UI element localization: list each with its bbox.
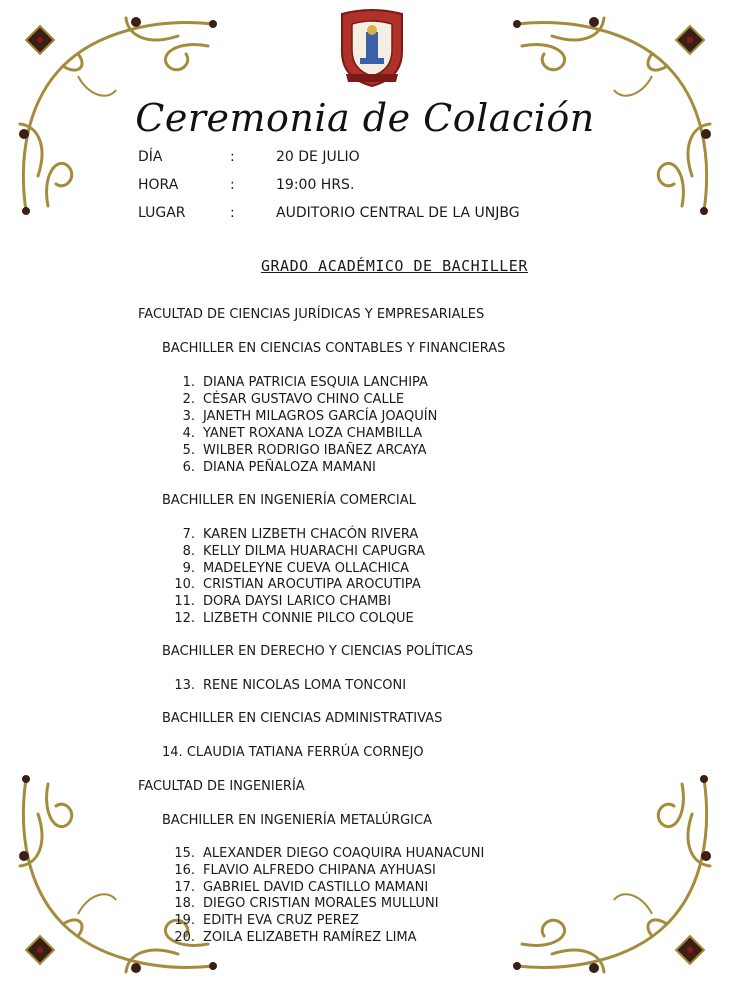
student-number: 19.: [174, 913, 195, 928]
info-separator: :: [230, 149, 235, 165]
info-value: 20 DE JULIO: [276, 149, 360, 165]
student-name: JANETH MILAGROS GARCÍA JOAQUÍN: [203, 409, 438, 424]
ornament-icon: [507, 769, 722, 984]
student-row: [162, 745, 424, 760]
student-name: KELLY DILMA HUARACHI CAPUGRA: [203, 544, 425, 559]
program-heading: BACHILLER EN INGENIERÍA METALÚRGICA: [162, 813, 432, 828]
info-label: HORA: [138, 177, 179, 193]
program-heading: BACHILLER EN CIENCIAS ADMINISTRATIVAS: [162, 711, 443, 726]
student-number: 9.: [182, 561, 195, 576]
student-number: 5.: [182, 443, 195, 458]
student-number: 3.: [182, 409, 195, 424]
student-name: DORA DAYSI LARICO CHAMBI: [203, 594, 392, 609]
student-number: 20.: [174, 930, 195, 945]
student-number: 6.: [182, 460, 195, 475]
student-number: 14.: [162, 745, 183, 760]
student-name: DIANA PEÑALOZA MAMANI: [203, 460, 376, 475]
grade-heading: GRADO ACADÉMICO DE BACHILLER: [261, 257, 528, 275]
student-number: 1.: [182, 375, 195, 390]
student-name: DIEGO CRISTIAN MORALES MULLUNI: [203, 896, 439, 911]
student-name: FLAVIO ALFREDO CHIPANA AYHUASI: [203, 863, 436, 878]
student-number: 11.: [174, 594, 195, 609]
student-number: 8.: [182, 544, 195, 559]
info-value: 19:00 HRS.: [276, 177, 355, 193]
program-heading: BACHILLER EN CIENCIAS CONTABLES Y FINANCIERAS: [162, 341, 506, 356]
faculty-heading: FACULTAD DE CIENCIAS JURÍDICAS Y EMPRESARIALES: [138, 307, 485, 322]
student-number: 12.: [174, 611, 195, 626]
program-heading: BACHILLER EN DERECHO Y CIENCIAS POLÍTICAS: [162, 644, 474, 659]
student-name: ALEXANDER DIEGO COAQUIRA HUANACUNI: [203, 846, 485, 861]
faculty-heading: FACULTAD DE INGENIERÍA: [138, 779, 305, 794]
info-separator: :: [230, 177, 235, 193]
program-heading: BACHILLER EN INGENIERÍA COMERCIAL: [162, 493, 416, 508]
student-number: 13.: [174, 678, 195, 693]
student-name: KAREN LIZBETH CHACÓN RIVERA: [203, 527, 419, 542]
ornament-corner-bottom-right: [507, 769, 722, 984]
info-value: AUDITORIO CENTRAL DE LA UNJBG: [276, 205, 520, 221]
info-label: LUGAR: [138, 205, 186, 221]
student-number: 10.: [174, 577, 195, 592]
page-title: Ceremonia de Colación: [135, 96, 595, 140]
student-name: CRISTIAN AROCUTIPA AROCUTIPA: [203, 577, 421, 592]
student-name: MADELEYNE CUEVA OLLACHICA: [203, 561, 410, 576]
student-number: 16.: [174, 863, 195, 878]
student-number: 17.: [174, 880, 195, 895]
student-name: YANET ROXANA LOZA CHAMBILLA: [203, 426, 423, 441]
info-separator: :: [230, 205, 235, 221]
university-seal-icon: [336, 8, 408, 88]
student-name: WILBER RODRIGO IBAÑEZ ARCAYA: [203, 443, 427, 458]
student-number: 15.: [174, 846, 195, 861]
student-number: 18.: [174, 896, 195, 911]
info-label: DÍA: [138, 149, 163, 165]
student-name: CLAUDIA TATIANA FERRÚA CORNEJO: [186, 745, 424, 760]
student-number: 4.: [182, 426, 195, 441]
student-number: 7.: [182, 527, 195, 542]
student-name: ZOILA ELIZABETH RAMÍREZ LIMA: [203, 930, 417, 945]
student-name: LIZBETH CONNIE PILCO COLQUE: [203, 611, 414, 626]
student-name: EDITH EVA CRUZ PEREZ: [203, 913, 359, 928]
student-name: DIANA PATRICIA ESQUIA LANCHIPA: [203, 375, 428, 390]
student-name: GABRIEL DAVID CASTILLO MAMANI: [203, 880, 429, 895]
student-number: 2.: [182, 392, 195, 407]
student-name: RENE NICOLAS LOMA TONCONI: [203, 678, 407, 693]
student-name: CÉSAR GUSTAVO CHINO CALLE: [203, 392, 405, 407]
